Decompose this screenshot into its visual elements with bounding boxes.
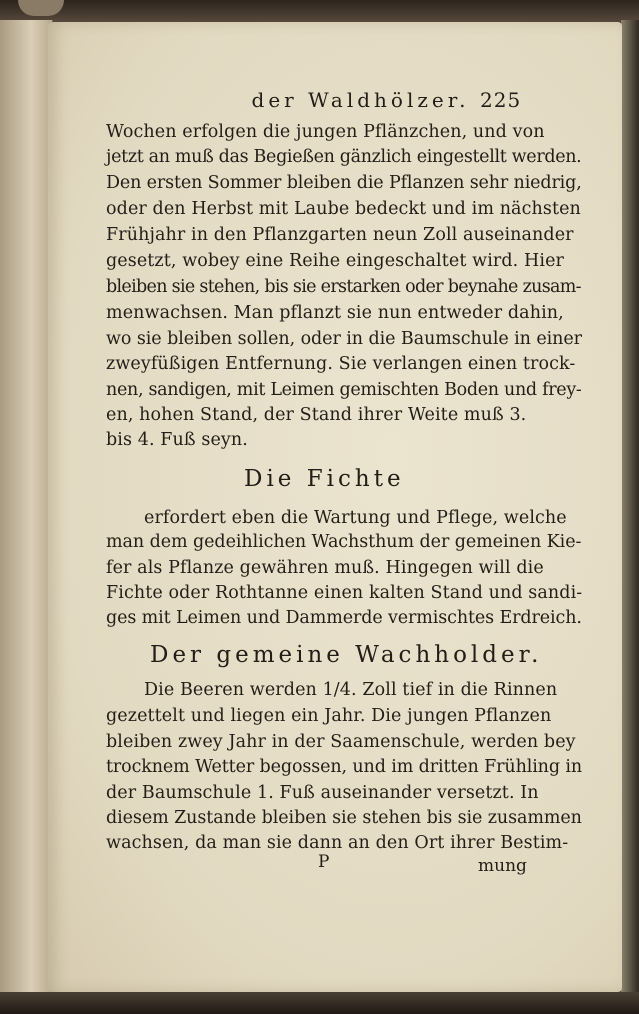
text-line: Die Beeren werden 1/4. Zoll tief in die Rinnen <box>144 680 558 700</box>
text-line: oder den Herbst mit Laube bedeckt und im nächsten <box>106 199 581 219</box>
text-line: Frühjahr in den Pflanzgarten neun Zoll auseinander <box>106 225 574 245</box>
text-line: erfordert eben die Wartung und Pflege, welche <box>144 508 567 528</box>
text-line: nen, sandigen, mit Leimen gemischten Boden und frey- <box>106 380 582 400</box>
text-line: gesetzt, wobey eine Reihe eingeschaltet wird. Hier <box>106 251 564 271</box>
catchword: mung <box>478 856 527 876</box>
text-line: Den ersten Sommer bleiben die Pflanzen sehr niedrig, <box>106 173 582 193</box>
text-line: bleiben sie stehen, bis sie erstarken oder beynahe zusam- <box>106 277 581 297</box>
facing-page-edge <box>0 20 53 992</box>
text-line: fer als Pflanze gewähren muß. Hingegen will die <box>106 558 544 578</box>
text-line: wo sie bleiben sollen, oder in die Baumschule in einer <box>106 329 582 349</box>
text-line: der Baumschule 1. Fuß auseinander versetzt. In <box>106 783 539 803</box>
page-number: 225 <box>480 88 522 112</box>
text-line: trocknem Wetter begossen, und im dritten Frühling in <box>106 757 583 777</box>
text-line: Fichte oder Rothtanne einen kalten Stand und sandi- <box>106 583 583 603</box>
text-line: zweyfüßigen Entfernung. Sie verlangen einen trock- <box>106 354 576 374</box>
section-heading-fichte: Die Fichte <box>244 466 405 492</box>
scan-background-bottom <box>0 992 639 1014</box>
text-line: ges mit Leimen und Dammerde vermischtes Erdreich. <box>106 608 582 628</box>
text-line: menwachsen. Man pflanzt sie nun entweder dahin, <box>106 303 564 323</box>
book-page <box>48 22 622 992</box>
scan-background-top <box>0 0 639 22</box>
section-heading-wachholder: Der gemeine Wachholder. <box>150 642 543 668</box>
signature-mark: P <box>318 852 330 872</box>
text-line: wachsen, da man sie dann an den Ort ihrer Bestim- <box>106 833 569 853</box>
text-line: gezettelt und liegen ein Jahr. Die jungen Pflanzen <box>106 706 552 726</box>
text-line: man dem gedeihlichen Wachsthum der gemeinen Kie- <box>106 532 582 552</box>
text-line: Wochen erfolgen die jungen Pflänzchen, und von <box>106 122 545 142</box>
text-line: en, hohen Stand, der Stand ihrer Weite muß 3. <box>106 405 527 425</box>
text-line: jetzt an muß das Begießen gänzlich eingestellt werden. <box>106 147 582 167</box>
text-line: diesem Zustande bleiben sie stehen bis sie zusammen <box>106 808 582 828</box>
text-line: bis 4. Fuß seyn. <box>106 430 248 450</box>
text-line: bleiben zwey Jahr in der Saamenschule, werden bey <box>106 732 576 752</box>
running-head: der Waldhölzer. <box>251 88 470 112</box>
page-block-edge <box>621 20 639 1000</box>
